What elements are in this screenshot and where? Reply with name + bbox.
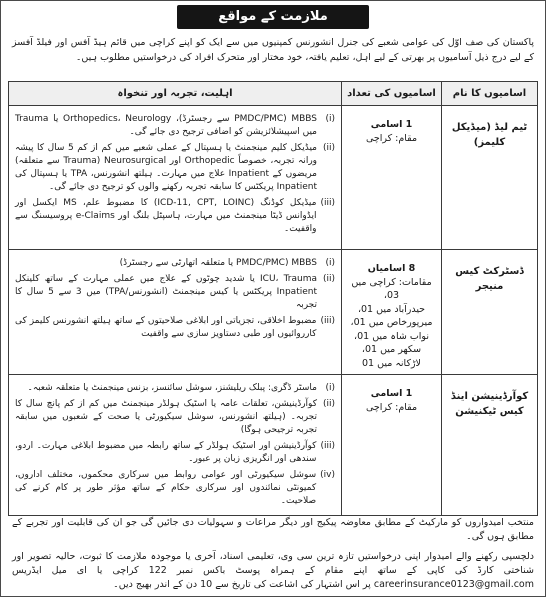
requirement-text: MBBS (PMDC/PMC سے رجسٹرڈ)، Orthopedics، Neurology یا Trauma میں اسپیشلائزیشن کو اضافی ترجیح دی جائے گی۔ xyxy=(15,114,317,137)
post-requirements xyxy=(9,106,342,250)
requirement-item xyxy=(15,197,335,236)
post-location: مقام: کراچی xyxy=(365,132,418,144)
requirement-item xyxy=(15,382,335,395)
post-requirements xyxy=(9,250,342,375)
application-text-start: دلچسپی رکھنے والے امیدوار اپنی درخواستیں تازہ ترین سی وی، تعلیمی اسناد، آخری یا موجودہ ملازمت کا ثبوت، حالیہ تصویر اور شناختی کارڈ کی کاپی کے ساتھ اپنے مقام کے ہمراہ پوسٹ باکس نمبر 122 کراچی یا ای میل ایڈریس xyxy=(12,551,535,576)
requirement-item xyxy=(15,257,335,270)
header-details: اہلیت، تجربہ اور تنخواہ xyxy=(9,82,342,106)
post-requirements xyxy=(9,375,342,516)
vacancies-table xyxy=(8,81,538,516)
post-location: مقامات: کراچی میں 03، xyxy=(351,276,432,301)
post-location: مقام: کراچی xyxy=(365,401,418,413)
ad-title: ملازمت کے مواقع xyxy=(177,5,369,29)
requirement-number: (iii) xyxy=(320,198,335,208)
post-location: حیدرآباد میں 01، xyxy=(357,303,426,315)
post-location: سکھر میں 01، xyxy=(361,344,422,355)
requirement-text: سوشل سیکیورٹی اور عوامی روابط میں سرکاری محکموں، مختلف اداروں، کمیونٹی نمائندوں اور سرکاری حکام کے ساتھ مؤثر طور پر کام کرنے کی صلاحیت۔ xyxy=(15,470,317,506)
requirement-item xyxy=(15,398,335,437)
requirement-item xyxy=(15,273,335,312)
header-post-count: اسامیوں کی تعداد xyxy=(342,82,442,106)
post-name: ڈسٹرکٹ کیس منیجر xyxy=(442,250,538,375)
requirement-text: کوآرڈینیشن اور اسٹیک ہولڈر کے ساتھ رابطہ میں مضبوط ابلاغی مہارت۔ اردو، سندھی اور انگریزی زبان پر عبور۔ xyxy=(15,441,317,464)
requirement-number: (ii) xyxy=(322,399,335,409)
requirement-text: MBBS (PMDC/PMC یا متعلقہ اتھارٹی سے رجسٹرڈ) xyxy=(119,258,317,268)
requirement-number: (iii) xyxy=(320,441,335,451)
post-count-cell xyxy=(342,106,442,250)
requirement-text: ICU، Trauma یا شدید چوٹوں کے علاج میں عملی مہارت کے ساتھ کلینکل Inpatient پریکٹس یا کیس مینجمنٹ (انشورنس/TPA) میں 3 سے 5 سال کا تجربہ xyxy=(15,274,317,310)
post-count: 1 اسامی xyxy=(370,119,413,130)
application-instructions xyxy=(12,550,534,592)
post-count-cell xyxy=(342,250,442,375)
requirement-number: (i) xyxy=(325,383,335,393)
table-row xyxy=(9,375,538,516)
post-location: نواب شاہ میں 01، xyxy=(354,330,429,342)
requirement-text: ماسٹر ڈگری: پبلک ریلیشنز، سوشل سائنسز، بزنس مینجمنٹ یا متعلقہ شعبہ۔ xyxy=(27,383,317,393)
application-text-end: پر اس اشتہار کی اشاعت کی تاریخ سے 10 دن کے اندر بھیج دیں۔ xyxy=(113,579,371,590)
requirement-item xyxy=(15,440,335,466)
requirement-number: (ii) xyxy=(322,143,335,153)
requirement-text: میڈیکل کوڈنگ (ICD-11, CPT, LOINC) کا مضبوط علم، MS ایکسل اور ایڈوانس ڈیٹا مینجمنٹ میں مہارت، ہاسپٹل بلنگ اور e-Claims پروسیسنگ سے واقفیت۔ xyxy=(15,198,317,234)
requirement-text: مضبوط اخلاقی، تجزیاتی اور ابلاغی صلاحیتوں کے ساتھ ہیلتھ انشورنس کلیمز کی کارروائیوں اور طبی دستاویز سازی سے واقفیت xyxy=(15,316,317,339)
post-count: 1 اسامی xyxy=(370,388,413,399)
requirement-item xyxy=(15,315,335,341)
requirement-text: میڈیکل کلیم مینجمنٹ یا ہسپتال کے عملی شعبے میں کم از کم 5 سال کا پیشہ ورانہ تجربہ، خصوصاً Orthopedic اور Neurosurgical (Trauma سے متعلقہ) مریضوں کے Inpatient علاج میں مہارت۔ ہیلتھ انشورنس، TPA یا ہسپتال کی Inpatient پریکٹس کا سابقہ تجربہ رکھنے والوں کو ترجیح دی جائے گی۔ xyxy=(15,143,318,192)
table-header-row xyxy=(9,82,538,106)
requirement-number: (iv) xyxy=(320,470,335,480)
post-location: میرپورخاص میں 01، xyxy=(350,317,433,328)
header-post-name: اسامیوں کا نام xyxy=(442,82,538,106)
compensation-note: منتخب امیدواروں کو مارکیٹ کے مطابق معاوضہ پیکیج اور دیگر مراعات و سہولیات دی جائیں گی جو ان کی قابلیت اور تجربے کے مطابق ہوں گی۔ xyxy=(12,517,534,542)
ad-footer xyxy=(8,516,538,594)
requirement-number: (i) xyxy=(325,114,335,124)
requirement-number: (i) xyxy=(325,258,335,268)
application-email: careerinsurance0123@gmail.com xyxy=(373,579,534,590)
post-location: لاڑکانہ میں 01 xyxy=(362,357,421,369)
requirement-item xyxy=(15,142,335,194)
post-count-cell xyxy=(342,375,442,516)
requirement-item xyxy=(15,469,335,508)
intro-paragraph: پاکستان کی صف اوّل کی عوامی شعبے کی جنرل انشورنس کمپنیوں میں سے ایک کو اپنے کراچی میں قائم ہیڈ آفس اور فیلڈ آفسز کے لیے درج ذیل آسامیوں پر بھرتی کے لیے اہل، تعلیم یافتہ، خود مختار اور متحرک افراد کی درخواستیں مطلوب ہیں۔ xyxy=(12,37,534,63)
requirement-number: (ii) xyxy=(322,274,335,284)
table-row xyxy=(9,106,538,250)
requirement-item xyxy=(15,113,335,139)
requirement-text: کوآرڈینیشن، تعلقات عامہ یا اسٹیک ہولڈر مینجمنٹ میں کم از کم پانچ سال کا تجربہ۔ (ہیلتھ انشورنس، سوشل سیکیورٹی یا صحت کے شعبوں میں سابقہ تجربہ ترجیحی ہوگا) xyxy=(15,399,317,435)
post-name: ٹیم لیڈ (میڈیکل کلیمز) xyxy=(442,106,538,250)
table-row xyxy=(9,250,538,375)
requirement-number: (iii) xyxy=(320,316,335,326)
post-name: کوآرڈینیشن اینڈ کیس ٹیکنیشن xyxy=(442,375,538,516)
post-count: 8 اسامیاں xyxy=(367,263,416,274)
